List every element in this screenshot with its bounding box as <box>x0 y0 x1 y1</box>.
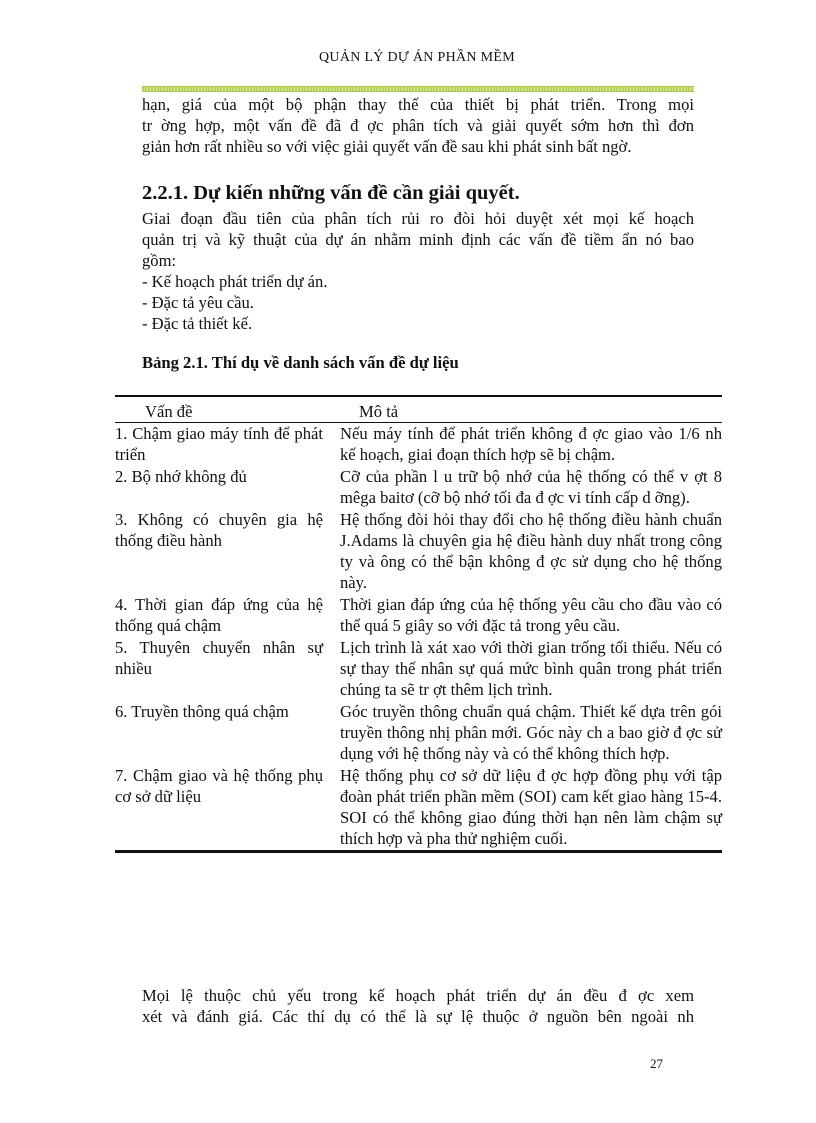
closing-line: xét và đánh giá. Các thí dụ có thể là sự lệ thuộc ở nguồn bên ngoài nh <box>142 1007 694 1026</box>
table-cell-issue: 2. Bộ nhớ không đủ <box>115 467 247 486</box>
closing-line: Mọi lệ thuộc chủ yếu trong kế hoạch phát triển dự án đều đ ợc xem <box>142 986 694 1005</box>
section-line: quản trị và kỹ thuật của dự án nhằm minh định các vấn đề tiềm ẩn nó bao <box>142 230 694 249</box>
table-cell-issue: 3. Không có chuyên gia hệ thống điều hành <box>115 510 323 550</box>
header-rule <box>142 86 694 92</box>
table-cell-description: Lịch trình là xát xao với thời gian trống tối thiểu. Nếu có sự thay thế nhân sự quá mức bình quân trong phát triển chúng ta sẽ tr ợt thêm lịch trình. <box>340 638 722 699</box>
risk-table <box>115 395 722 853</box>
table-cell-description: Cỡ của phần l u trữ bộ nhớ của hệ thống có thể v ợt 8 mêga baitơ (cỡ bộ nhớ tối đa đ ợc vi tính cấp d ỡng). <box>340 467 722 507</box>
list-item: - Đặc tả yêu cầu. <box>142 293 254 312</box>
table-cell-description: Hệ thống phụ cơ sở dữ liệu đ ợc hợp đồng phụ với tập đoàn phát triển phần mềm (SOI) cam kết giao hàng 15-4. SOI có thể không giao đúng thời hạn nên làm chậm sự thích hợp và pha thử nghiệm cuối. <box>340 766 722 848</box>
intro-paragraph <box>142 94 694 157</box>
table-row <box>115 637 722 701</box>
table-row <box>115 701 722 765</box>
intro-line: tr ờng hợp, một vấn đề đã đ ợc phân tích và giải quyết sớm hơn thì đơn <box>142 116 694 135</box>
section-paragraph <box>142 208 694 271</box>
table-cell-description: Thời gian đáp ứng của hệ thống yêu cầu cho đầu vào có thể quá 5 giây so với đặc tả trong yêu cầu. <box>340 595 722 635</box>
section-line: Giai đoạn đầu tiên của phân tích rủi ro đòi hỏi duyệt xét mọi kế hoạch <box>142 209 694 228</box>
intro-line: giản hơn rất nhiều so với việc giải quyết vấn đề sau khi phát sinh bất ngờ. <box>142 137 632 156</box>
section-title: 2.2.1. Dự kiến những vấn đề cần giải quyết. <box>142 182 520 204</box>
intro-line: hạn, giá của một bộ phận thay thế của thiết bị phát triển. Trong mọi <box>142 95 694 114</box>
section-line: gồm: <box>142 251 177 270</box>
table-cell-issue: 7. Chậm giao và hệ thống phụ cơ sở dữ liệu <box>115 766 323 806</box>
table-header-issue: Vấn đề <box>115 396 327 423</box>
list-item: - Đặc tả thiết kế. <box>142 314 253 333</box>
table-row <box>115 765 722 852</box>
page-number: 27 <box>650 1056 663 1071</box>
list-item: - Kế hoạch phát triển dự án. <box>142 272 328 291</box>
page-header-title: QUẢN LÝ DỰ ÁN PHẦN MỀM <box>319 50 515 65</box>
table-cell-issue: 5. Thuyên chuyển nhân sự nhiều <box>115 638 323 678</box>
table-cell-issue: 6. Truyền thông quá chậm <box>115 702 289 721</box>
table-caption: Bảng 2.1. Thí dụ về danh sách vấn đề dự liệu <box>142 353 459 372</box>
table-header-description: Mô tả <box>327 396 722 423</box>
table-row <box>115 594 722 637</box>
table-header-row <box>115 396 722 423</box>
table-cell-description: Hệ thống đòi hỏi thay đổi cho hệ thống điều hành chuẩn J.Adams là chuyên gia hệ điều hành duy nhất trong công ty và ông có thể bận không đ ợc sử dụng cho hệ thống này. <box>340 510 722 592</box>
table-row <box>115 509 722 594</box>
document-list <box>142 271 327 334</box>
table-row <box>115 466 722 509</box>
table-cell-issue: 4. Thời gian đáp ứng của hệ thống quá chậm <box>115 595 323 635</box>
table-cell-description: Góc truyền thông chuẩn quá chậm. Thiết kế dựa trên gói truyền thông nhị phân mới. Góc này ch a bao giờ đ ợc sử dụng với hệ thống này và có thể không thích hợp. <box>340 702 722 763</box>
table-cell-description: Nếu máy tính để phát triển không đ ợc giao vào 1/6 nh kế hoạch, giai đoạn thích hợp sẽ bị chậm. <box>340 424 722 464</box>
table-row <box>115 423 722 467</box>
table-cell-issue: 1. Chậm giao máy tính để phát triển <box>115 424 323 464</box>
closing-paragraph <box>142 985 694 1027</box>
